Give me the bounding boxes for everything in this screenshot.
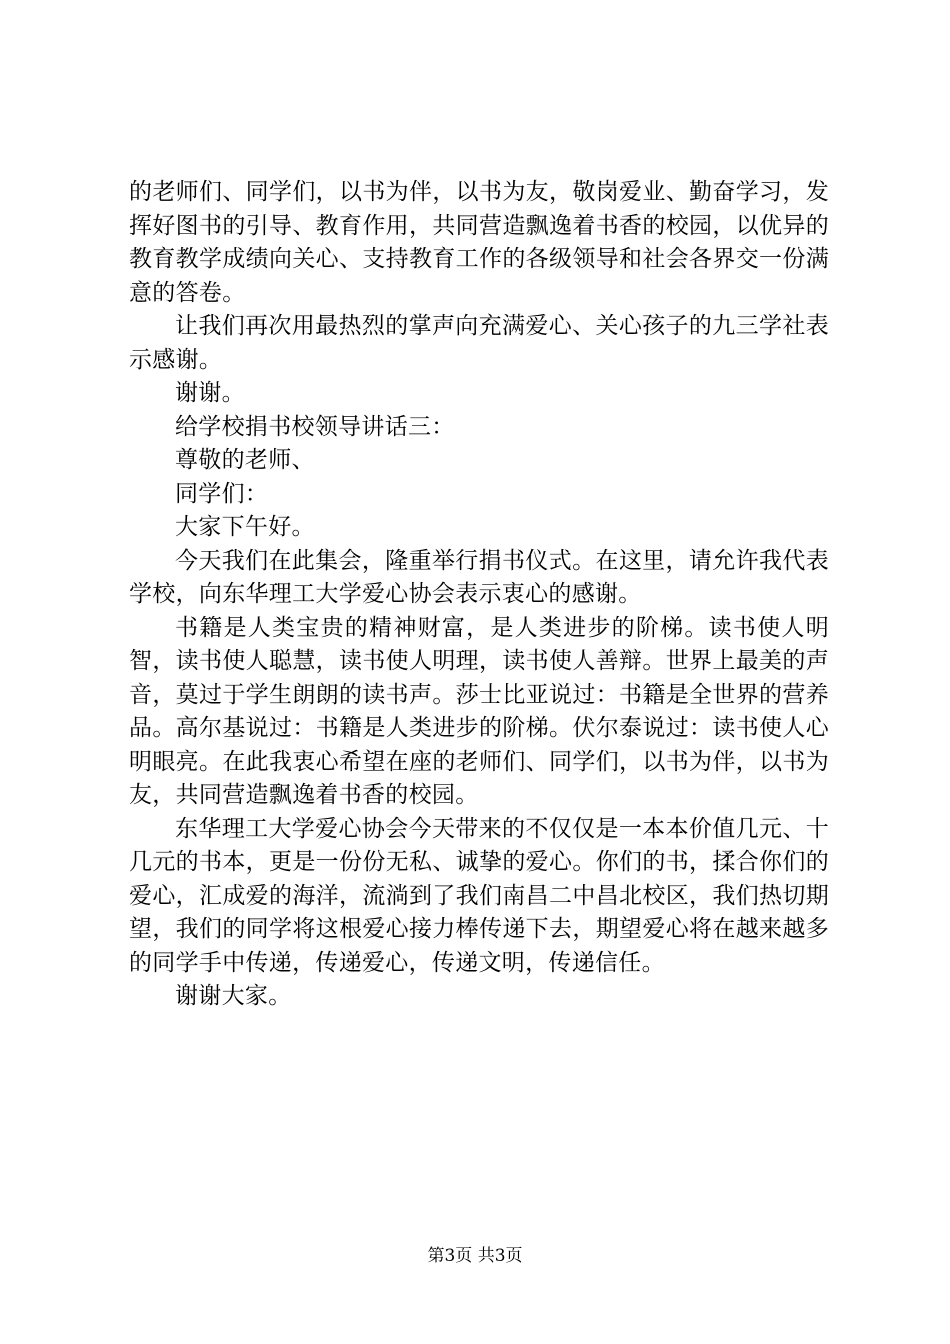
salutation-students: 同学们： (175, 480, 269, 507)
greeting: 大家下午好。 (175, 514, 315, 540)
paragraph-books: 书籍是人类宝贵的精神财富，是人类进步的阶梯。读书使人明智，读书使人聪慧，读书使人明理，读书使人善辩。世界上最美的声音，莫过于学生朗朗的读书声。莎士比亚说过：书籍是全世界的营养品。高尔基说过：书籍是人类进步的阶梯。伏尔泰说过：读书使人心明眼亮。在此我衷心希望在座的老师们、同学们，以书为伴，以书为友，共同营造飘逸着书香的校园。 (129, 614, 829, 808)
paragraph-ceremony: 今天我们在此集会，隆重举行捐书仪式。在这里，请允许我代表学校，向东华理工大学爱心协会表示衷心的感谢。 (129, 547, 829, 607)
paragraph-applause: 让我们再次用最热烈的掌声向充满爱心、关心孩子的九三学社表示感谢。 (129, 313, 829, 373)
paragraph-continuation: 的老师们、同学们，以书为伴，以书为友，敬岗爱业、勤奋学习，发挥好图书的引导、教育作用，共同营造飘逸着书香的校园，以优异的教育教学成绩向关心、支持教育工作的各级领导和社会各界交一份满意的答卷。 (129, 179, 829, 306)
salutation-teachers: 尊敬的老师、 (175, 447, 315, 473)
document-body (129, 176, 829, 1014)
paragraph-donation: 东华理工大学爱心协会今天带来的不仅仅是一本本价值几元、十几元的书本，更是一份份无私、诚挚的爱心。你们的书，揉合你们的爱心，汇成爱的海洋，流淌到了我们南昌二中昌北校区，我们热切期望，我们的同学将这根爱心接力棒传递下去，期望爱心将在越来越多的同学手中传递，传递爱心，传递文明，传递信任。 (129, 815, 829, 976)
paragraph-closing: 谢谢大家。 (175, 983, 292, 1009)
paragraph-thanks: 谢谢。 (175, 380, 245, 406)
section-heading: 给学校捐书校领导讲话三： (175, 413, 455, 440)
page-footer: 第3页 共3页 (427, 1246, 523, 1266)
